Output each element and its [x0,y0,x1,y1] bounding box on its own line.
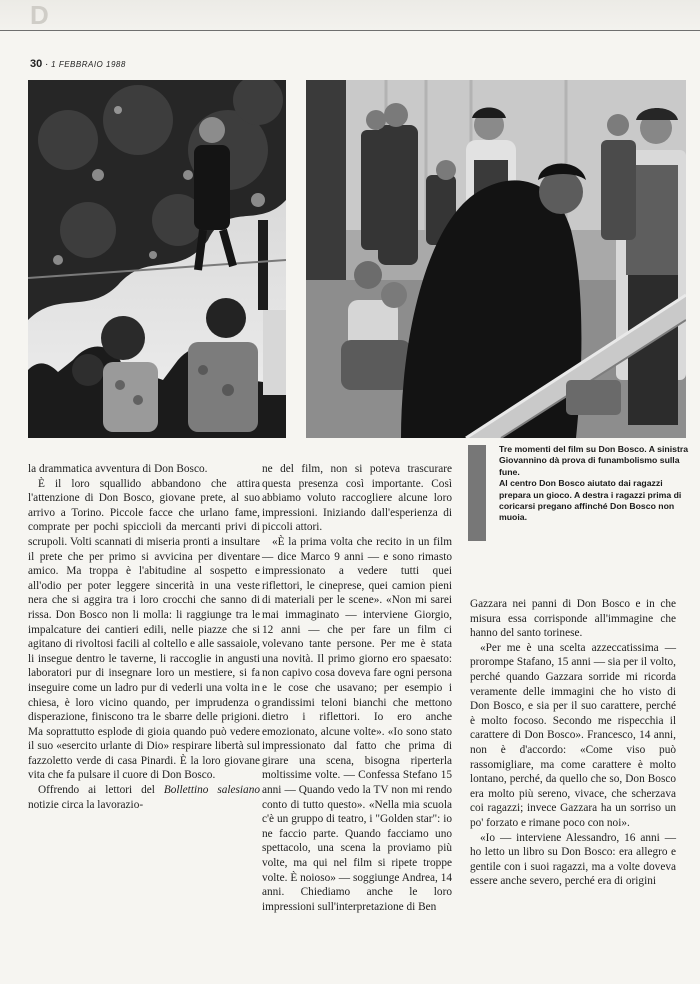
folio-separator: · [45,59,49,70]
article-text: Offrendo ai lettori del [38,784,164,797]
article-paragraph: la drammatica avventura di Don Bosco. [28,463,208,475]
film-still-center-photo [306,80,686,438]
article-paragraph: «È la prima volta che recito in un film — dice Marco 9 anni — e sono rimasto impressionato a vedere tutti quei riflettori, le cineprese, quei camion pieni di materiali per le scene». «Non mi sarei mai immaginato — interviene Giorgio, 12 anni — che per fare un film ci volevano tante persone. Per me è stata una novità. Il primo giorno ero spaesato: non capivo cosa doveva fare ogni persona e le cose che usavano; per esempio i grandissimi teloni bianchi che mettono dietro i riflettori. Io ero anche emozionato, alcune volte». «Io sono stato impressionato dal fatto che prima di girare una scena, bisogna riperterla moltissime volte. — Confessa Stefano 15 anni — Quando vedo la TV non mi rendo conto di tutto questo». «Nella mia scuola c'è un gruppo di teatro, i "Golden star": io ne faccio parte. Quando facciamo uno spettacolo, una scena la proviamo più volte, ma qui nel film si ripete troppe volte. È noioso» — soggiunge Andrea, 14 anni. Chiediamo anche le loro impressioni sull'interpretazione di Ben [262,535,452,913]
page-folio [30,58,126,70]
article-text: notizie circa la lavorazio- [28,798,144,811]
page-number: 30 [30,58,43,70]
article-paragraph: ne del film, non si poteva trascurare questa presenza così importante. Così abbiamo voluto raccogliere alcune loro impressioni. Iniziando dall'esperienza di piccoli attori. [262,463,452,534]
film-still-boy-on-tightrope-icon [28,80,286,438]
article-paragraph: «Per me è una scelta azzeccatissima — prorompe Stafano, 15 anni — sia per il volto, perché quando Gazzara sorride mi ricorda veramente delle immagini che ho visto di Don Bosco, e sia per il suo carattere, perché è molto focoso. Secondo me rispecchia il carattere di Don Bosco». Francesco, 14 anni, non è d'accordo: «Come viso può rassomigliare, ma come carattere è molto lontano, perché, da quello che so, Don Bosco era molto più sereno, vivace, che scherzava coi ragazzi; invece Gazzara ha un sorriso un po' forzato e rimane poco con noi». [470,641,676,829]
caption-line: Al centro Don Bosco aiutato dai ragazzi prepara un gioco. A destra i ragazzi prima di coricarsi pregano affinché Don Bosco non muoia. [499,478,682,523]
article-paragraph [28,783,260,812]
page-top-band [0,0,700,31]
article-paragraph: «Io — interviene Alessandro, 16 anni — ho letto un libro su Don Bosco: era allegro e gentile con i suoi ragazzi, ma a volte doveva essere anche severo, perché era di origini [470,831,676,888]
article-column-3 [470,597,676,889]
caption-line: Tre momenti del film su Don Bosco. A sinistra Giovannino dà prova di funambolismo sulla fune. [499,444,689,477]
film-still-left-photo [28,80,286,438]
bleed-through-ghost-text: D​ [30,0,50,30]
article-paragraph: Gazzara nei panni di Don Bosco e in che misura essa corrisponde all'immagine che hanno del santo torinese. [470,598,676,640]
article-column-1 [28,462,260,812]
photo-caption [499,444,695,524]
article-paragraph: È il loro squallido abbandono che attira l'attenzione di Don Bosco, giovane prete, al suo arrivo a Torino. Piccole facce che urlano fame, comprate per pochi spiccioli da mercanti privi di scrupoli. Volti scannati di miseria pronti a insultare il prete che per primo si avvicina per diventare amico. Ma troppa è l'abitudine al sospetto e all'odio per poter leggere sincerità in una veste nera che si aggira tra i loro crocchi che sanno di rissa. Don Bosco non li molla: li raggiunge tra le impalcature dei cantieri edili, nelle piazze che si agitano di rivoltosi facili al coltello e alle sassaiole, li insegue dentro le taverne, li raccoglie in angusti laboratori pur di insegnare loro un mestiere, si fa inseguire come un ladro pur di vederli una volta in chiesa, è loro vicino quando, per imprudenza o disperazione, finiscono tra le sbarre delle prigioni. Ma soprattutto esplode di gioia quando può vedere il suo «esercito urlante di Dio» respirare libertà sul fazzoletto verde di casa Pinardi. È la loro giovane vita che fa pulsare il cuore di Don Bosco. [28,477,260,782]
film-still-don-bosco-with-boys-icon [306,80,686,438]
publication-title: Bollettino salesiano [163,784,260,797]
article-column-2 [262,462,452,914]
caption-accent-bar [468,445,486,541]
issue-date: 1 FEBBRAIO 1988 [51,60,126,69]
